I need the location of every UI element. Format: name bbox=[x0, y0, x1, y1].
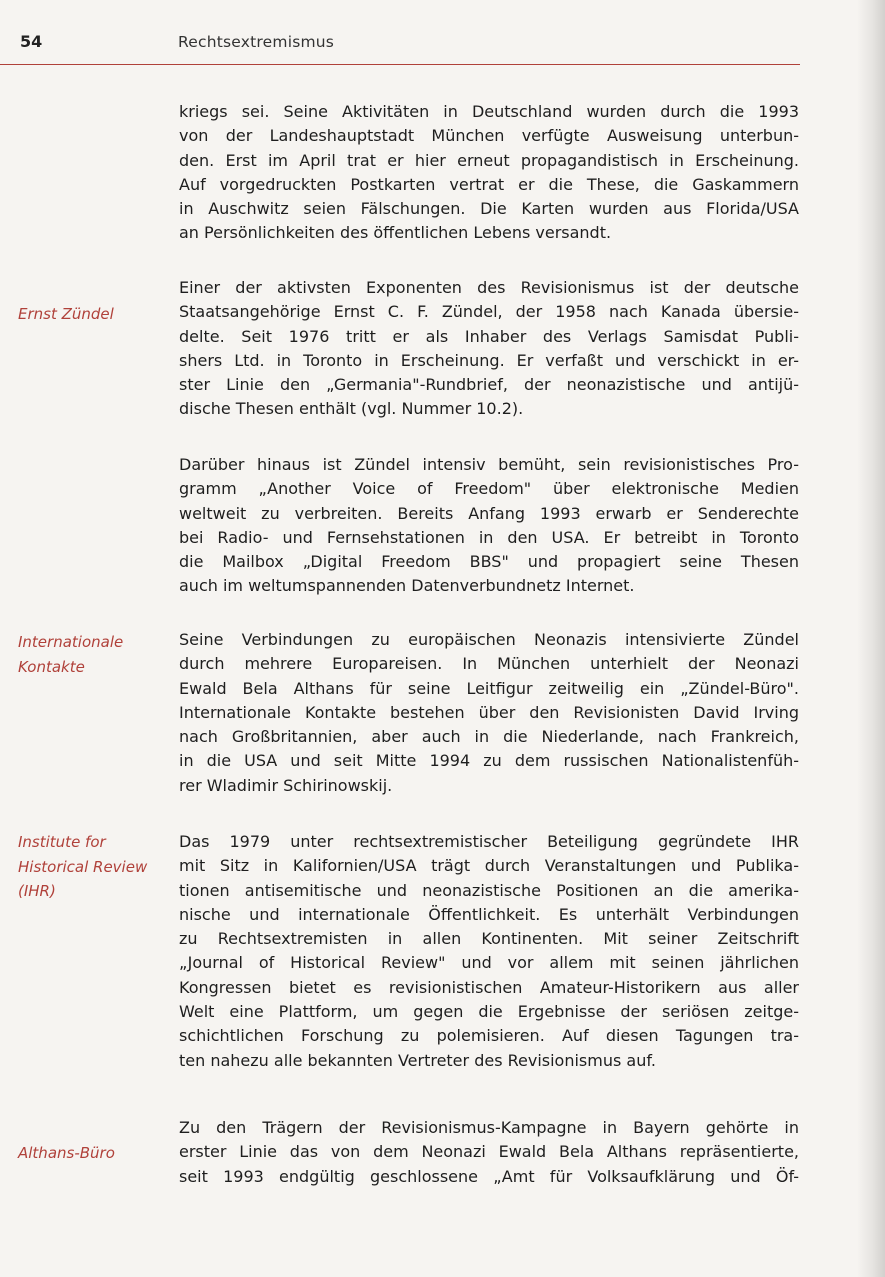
text-line: Kongressen bietet es revisionistischen Amateur-Historikern aus aller bbox=[179, 977, 799, 997]
text-line: Zu den Trägern der Revisionismus-Kampagne in Bayern gehörte in bbox=[179, 1118, 799, 1137]
text-line: Das 1979 unter rechtsextremistischer Beteiligung gegründete IHR bbox=[179, 832, 799, 851]
text-line: Staatsangehörige Ernst C. F. Zündel, der 1958 nach Kanada übersie- bbox=[179, 302, 799, 322]
margin-note-althans-buero bbox=[18, 1141, 168, 1166]
text-line: nach Großbritannien, aber auch in die Niederlande, nach Frankreich, bbox=[179, 727, 799, 747]
text-line: mit Sitz in Kalifornien/USA trägt durch Veranstaltungen und Publika- bbox=[179, 856, 799, 876]
margin-note-line: Althans-Büro bbox=[18, 1144, 115, 1162]
paragraph-6 bbox=[179, 1116, 799, 1189]
text-line: Welt eine Plattform, um gegen die Ergebnisse der seriösen zeitge- bbox=[179, 1002, 799, 1022]
text-line: „Journal of Historical Review" und vor allem mit seinen jährlichen bbox=[179, 953, 799, 973]
text-line: tionen antisemitische und neonazistische Positionen an die amerika- bbox=[179, 880, 799, 900]
text-line: seit 1993 endgültig geschlossene „Amt für Volksaufklärung und Öf- bbox=[179, 1166, 799, 1186]
text-line: an Persönlichkeiten des öffentlichen Lebens versandt. bbox=[179, 223, 612, 243]
page-edge-shadow bbox=[857, 0, 885, 1277]
text-line: Seine Verbindungen zu europäischen Neonazis intensivierte Zündel bbox=[179, 630, 799, 649]
text-line: in Auschwitz seien Fälschungen. Die Karten wurden aus Florida/USA bbox=[179, 199, 799, 219]
margin-note-internationale-kontakte bbox=[18, 630, 168, 679]
text-line: gramm „Another Voice of Freedom" über elektronische Medien bbox=[179, 479, 799, 499]
paragraph-4 bbox=[179, 628, 799, 798]
text-line: rer Wladimir Schirinowskij. bbox=[179, 775, 393, 795]
text-line: von der Landeshauptstadt München verfügte Ausweisung unterbun- bbox=[179, 126, 799, 146]
text-line: Ewald Bela Althans für seine Leitfigur zeitweilig ein „Zündel-Büro". bbox=[179, 678, 799, 698]
text-line: schichtlichen Forschung zu polemisieren. Auf diesen Tagungen tra- bbox=[179, 1026, 799, 1046]
margin-note-line: Institute for bbox=[18, 833, 106, 851]
text-line: shers Ltd. in Toronto in Erscheinung. Er verfaßt und verschickt in er- bbox=[179, 350, 799, 370]
text-line: Darüber hinaus ist Zündel intensiv bemüht, sein revisionistisches Pro- bbox=[179, 455, 799, 474]
text-line: ten nahezu alle bekannten Vertreter des Revisionismus auf. bbox=[179, 1050, 656, 1070]
margin-note-ihr bbox=[18, 830, 168, 904]
text-line: weltweit zu verbreiten. Bereits Anfang 1993 erwarb er Senderechte bbox=[179, 503, 799, 523]
text-line: Internationale Kontakte bestehen über den Revisionisten David Irving bbox=[179, 702, 799, 722]
text-line: bei Radio- und Fernsehstationen in den USA. Er betreibt in Toronto bbox=[179, 527, 799, 547]
page-header bbox=[0, 30, 800, 65]
margin-note-line: (IHR) bbox=[18, 882, 56, 900]
running-title: Rechtsextremismus bbox=[178, 33, 335, 51]
margin-note-line: Historical Review bbox=[18, 857, 148, 876]
text-line: nische und internationale Öffentlichkeit. Es unterhält Verbindungen bbox=[179, 904, 799, 924]
text-line: in die USA und seit Mitte 1994 zu dem russischen Nationalistenfüh- bbox=[179, 751, 799, 771]
text-line: delte. Seit 1976 tritt er als Inhaber des Verlags Samisdat Publi- bbox=[179, 326, 799, 346]
paragraph-2 bbox=[179, 276, 799, 422]
paragraph-5 bbox=[179, 830, 799, 1073]
text-line: durch mehrere Europareisen. In München unterhielt der Neonazi bbox=[179, 654, 799, 674]
margin-note-line: Kontakte bbox=[18, 657, 85, 676]
text-line: ster Linie den „Germania"-Rundbrief, der neonazistische und antijü- bbox=[179, 375, 799, 395]
margin-note-ernst-zuendel bbox=[18, 302, 168, 327]
text-line: zu Rechtsextremisten in allen Kontinenten. Mit seiner Zeitschrift bbox=[179, 929, 799, 949]
page-number: 54 bbox=[20, 32, 43, 51]
text-line: Auf vorgedruckten Postkarten vertrat er die These, die Gaskammern bbox=[179, 174, 799, 194]
text-line: Einer der aktivsten Exponenten des Revisionismus ist der deutsche bbox=[179, 278, 799, 297]
text-line: auch im weltumspannenden Datenverbundnetz Internet. bbox=[179, 576, 635, 596]
margin-note-line: Internationale bbox=[18, 633, 124, 651]
text-line: den. Erst im April trat er hier erneut propagandistisch in Erscheinung. bbox=[179, 150, 799, 170]
text-line: erster Linie das von dem Neonazi Ewald Bela Althans repräsentierte, bbox=[179, 1142, 799, 1162]
margin-note-line: Ernst Zündel bbox=[18, 305, 114, 323]
text-line: dische Thesen enthält (vgl. Nummer 10.2). bbox=[179, 399, 524, 419]
text-line: die Mailbox „Digital Freedom BBS" und propagiert seine Thesen bbox=[179, 552, 799, 572]
text-line: kriegs sei. Seine Aktivitäten in Deutschland wurden durch die 1993 bbox=[179, 102, 799, 121]
paragraph-3 bbox=[179, 453, 799, 599]
paragraph-1 bbox=[179, 100, 799, 246]
